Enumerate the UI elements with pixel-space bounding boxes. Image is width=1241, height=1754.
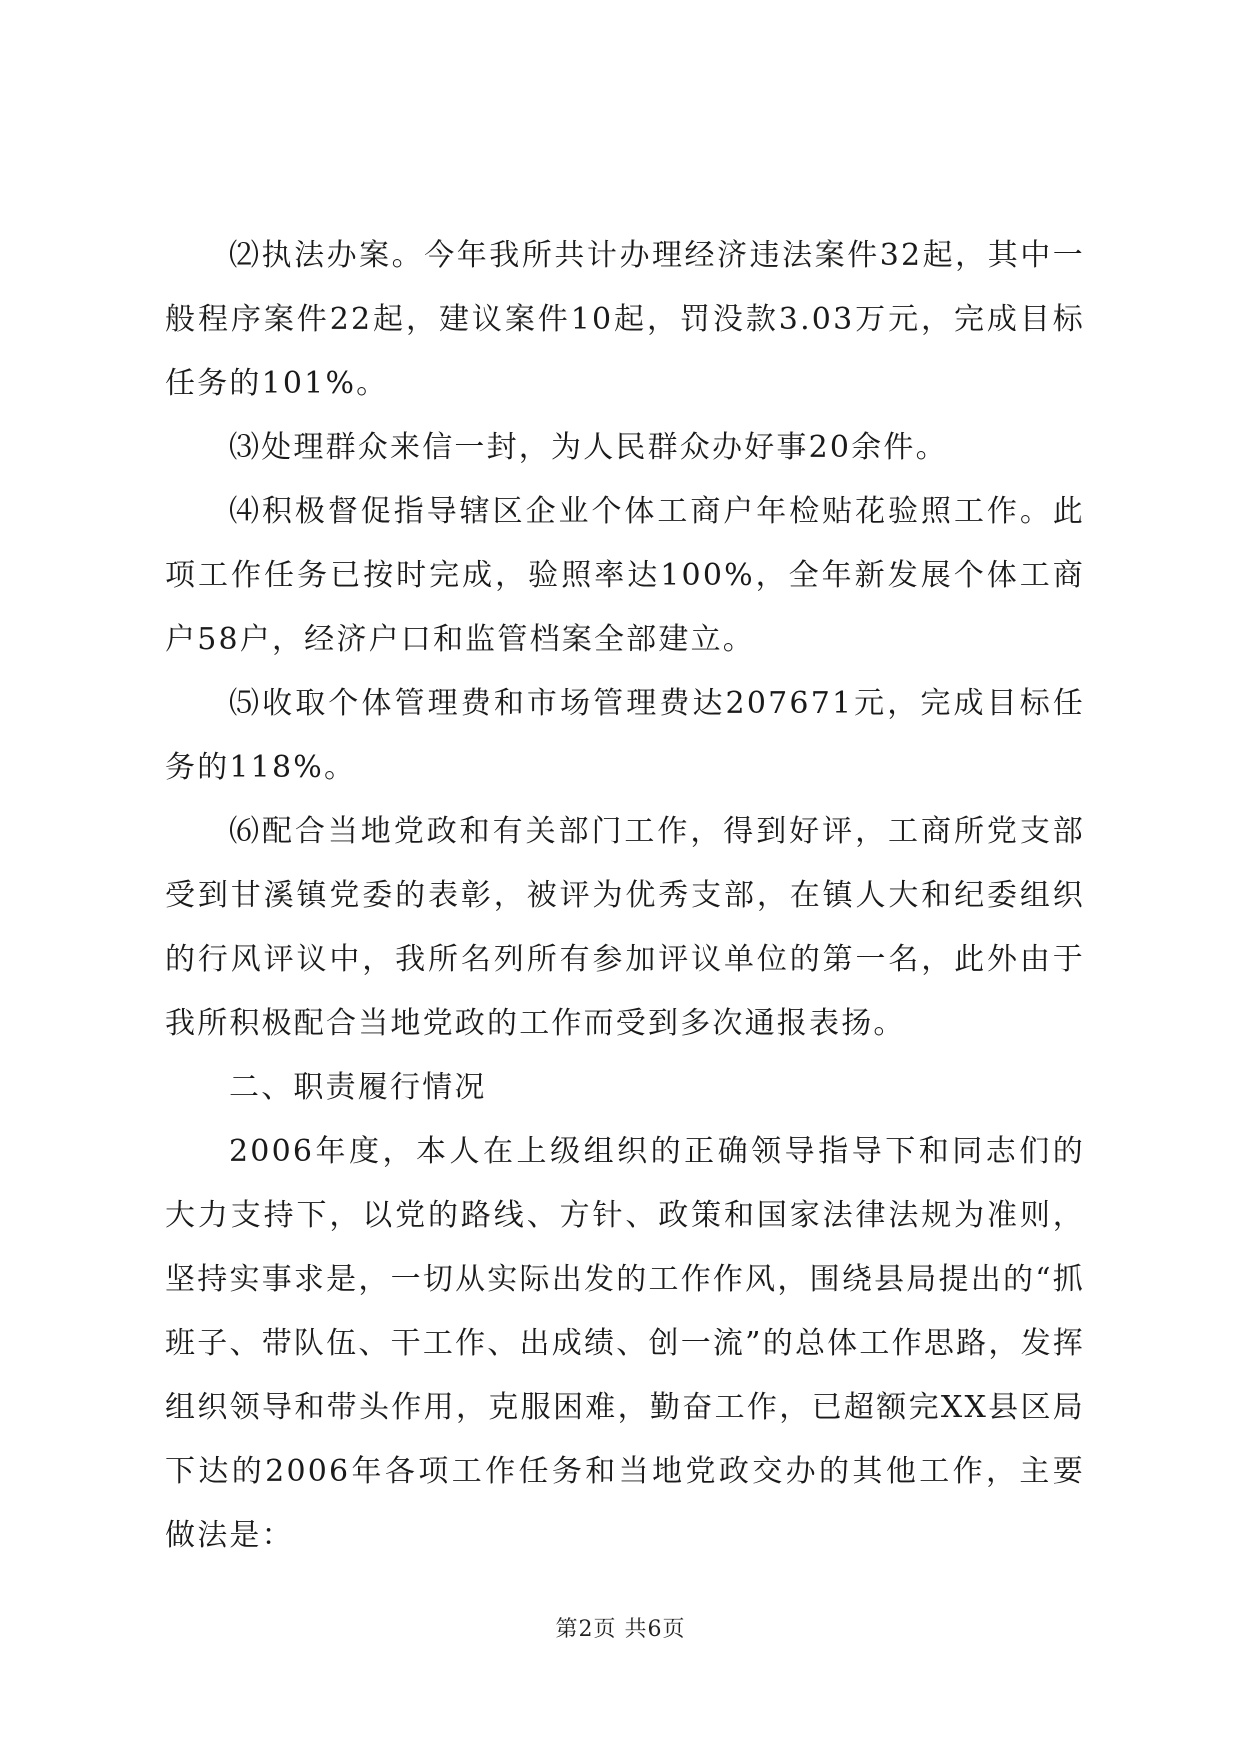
- paragraph-party-cooperation: ⑹配合当地党政和有关部门工作，得到好评，工商所党支部受到甘溪镇党委的表彰，被评为优秀支部，在镇人大和纪委组织的行风评议中，我所名列所有参加评议单位的第一名，此外由于我所积极配合当地党政的工作而受到多次通报表扬。: [165, 814, 1085, 1041]
- paragraph-management-fees: ⑸收取个体管理费和市场管理费达207671元，完成目标任务的118%。: [165, 686, 1085, 785]
- document-body: [165, 224, 1085, 1568]
- paragraph-annual-summary: 2006年度，本人在上级组织的正确领导指导下和同志们的大力支持下，以党的路线、方针、政策和国家法律法规为准则，坚持实事求是，一切从实际出发的工作作风，围绕县局提出的“抓班子、带队伍、干工作、出成绩、创一流”的总体工作思路，发挥组织领导和带头作用，克服困难，勤奋工作，已超额完XX县区局下达的2006年各项工作任务和当地党政交办的其他工作，主要做法是：: [165, 1134, 1085, 1553]
- paragraph-enforcement-cases: ⑵执法办案。今年我所共计办理经济违法案件32起，其中一般程序案件22起，建议案件10起，罚没款3.03万元，完成目标任务的101%。: [165, 238, 1085, 401]
- paragraph-annual-inspection: ⑷积极督促指导辖区企业个体工商户年检贴花验照工作。此项工作任务已按时完成，验照率达100%，全年新发展个体工商户58户，经济户口和监管档案全部建立。: [165, 494, 1085, 657]
- page-number-footer: 第2页 共6页: [555, 1617, 686, 1642]
- section-heading-duties: 二、职责履行情况: [229, 1070, 487, 1105]
- paragraph-public-letters: ⑶处理群众来信一封，为人民群众办好事20余件。: [229, 430, 948, 465]
